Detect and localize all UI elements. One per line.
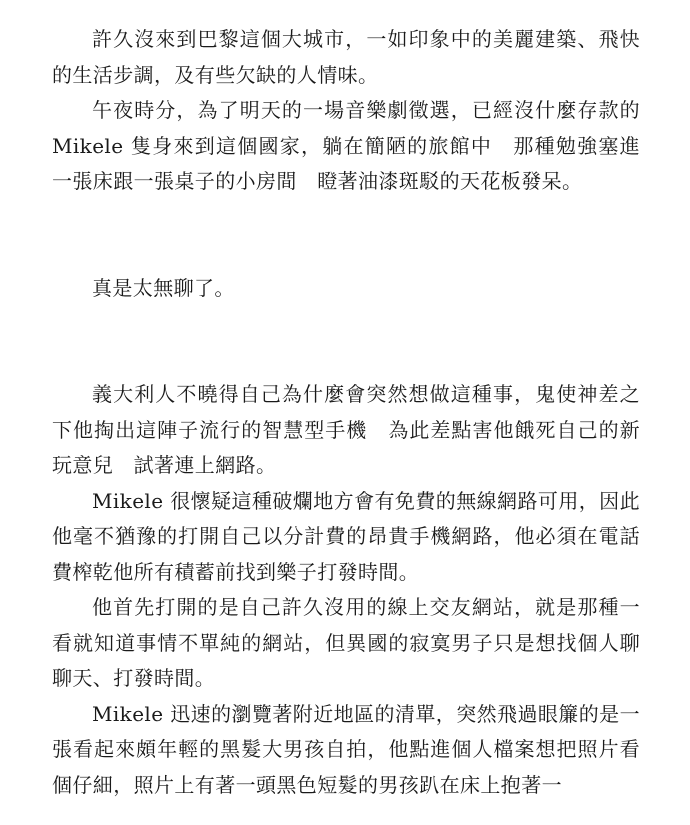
paragraph-dating-site: 他首先打開的是自己許久沒用的線上交友網站，就是那種一看就知道事情不單純的網站，但異國的寂寞男子只是想找個人聊聊天、打發時間。: [52, 595, 640, 690]
paragraph-gap: [52, 200, 640, 271]
paragraph-browsing-list: Mikele 迅速的瀏覽著附近地區的清單，突然飛過眼簾的是一張看起來頗年輕的黑髮大男孩自拍，他點進個人檔案想把照片看個仔細，照片上有著一頭黑色短髮的男孩趴在床上抱著一: [52, 701, 640, 797]
paragraph-arrival-paris: 許久沒來到巴黎這個大城市，一如印象中的美麗建築、飛快的生活步調，及有些欠缺的人情味。: [52, 27, 640, 87]
paragraph-so-boring: 真是太無聊了。: [92, 275, 235, 300]
paragraph-smartphone: 義大利人不曉得自己為什麼會突然想做這種事，鬼使神差之下他掏出這陣子流行的智慧型手機 為此差點害他餓死自己的新玩意兒 試著連上網路。: [52, 382, 640, 477]
paragraph-hotel-room: 午夜時分，為了明天的一場音樂劇徵選，已經沒什麼存款的 Mikele 隻身來到這個國家，躺在簡陋的旅館中 那種勉強塞進一張床跟一張桌子的小房間 瞪著油漆斑駁的天花板發呆。: [52, 98, 640, 193]
paragraph-mobile-network: Mikele 很懷疑這種破爛地方會有免費的無線網路可用，因此他毫不猶豫的打開自己以分計費的昂貴手機網路，他必須在電話費榨乾他所有積蓄前找到樂子打發時間。: [52, 488, 640, 584]
paragraph-gap: [52, 306, 640, 377]
story-text-page: [52, 22, 640, 803]
